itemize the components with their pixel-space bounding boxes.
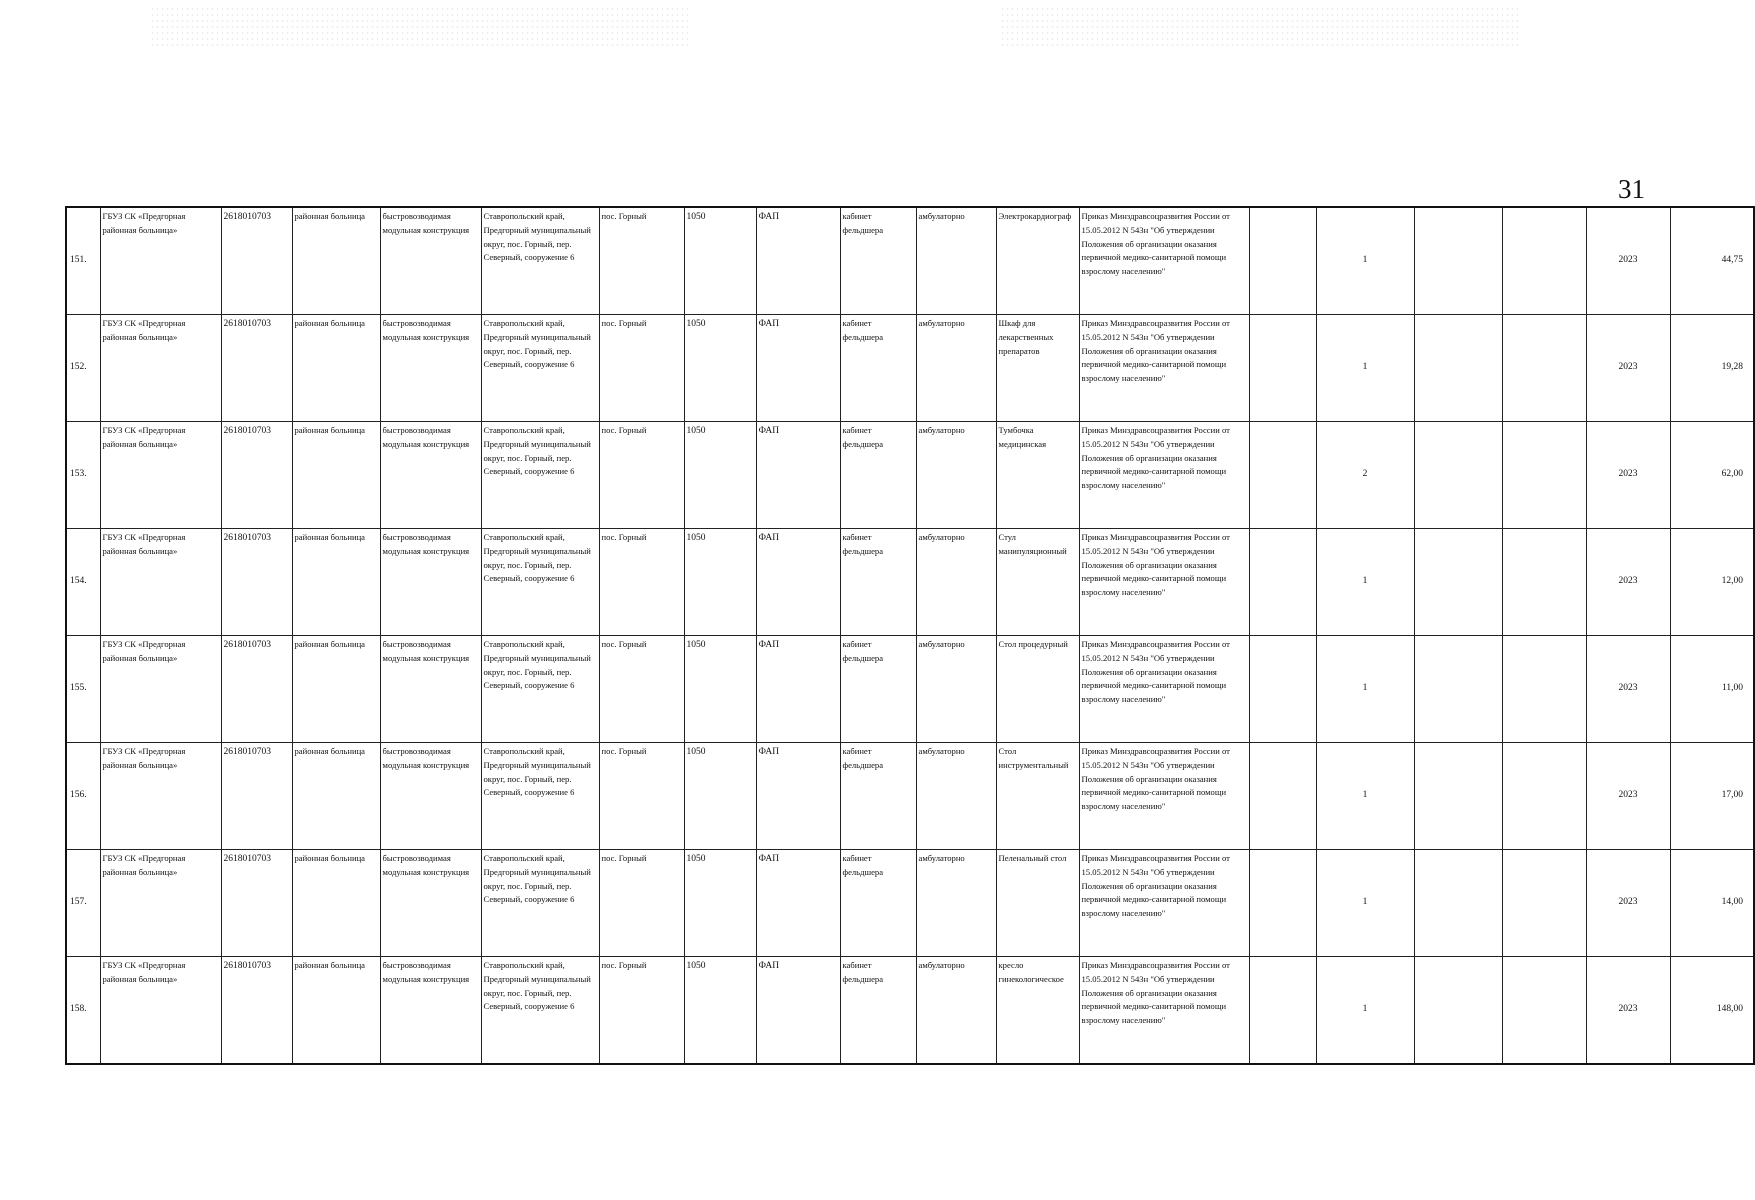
settlement-cell: пос. Горный [599,529,684,636]
organization-cell: ГБУЗ СК «Предгорная районная больница» [100,957,221,1065]
facility-type-cell: районная больница [292,743,380,850]
organization-cell: ГБУЗ СК «Предгорная районная больница» [100,743,221,850]
index-cell: 1050 [684,315,756,422]
organization-cell: ГБУЗ СК «Предгорная районная больница» [100,422,221,529]
row-number: 156. [66,743,100,850]
empty-cell [1249,743,1316,850]
order-cell: Приказ Минздравсоцразвития России от 15.05.2012 N 543н "Об утверждении Положения об организации оказания первичной медико-санитарной помощи взрослому населению" [1079,315,1249,422]
unit-cell: ФАП [756,207,840,315]
price-cell: 44,75 [1670,207,1754,315]
unit-cell: ФАП [756,315,840,422]
empty-cell [1502,743,1586,850]
care-type-cell: амбулаторно [916,636,996,743]
construction-cell: быстровозводимая модульная конструкция [380,957,481,1065]
settlement-cell: пос. Горный [599,315,684,422]
organization-cell: ГБУЗ СК «Предгорная районная больница» [100,529,221,636]
equipment-cell: Стол процедурный [996,636,1079,743]
quantity-cell: 1 [1316,636,1414,743]
settlement-cell: пос. Горный [599,743,684,850]
care-type-cell: амбулаторно [916,529,996,636]
empty-cell [1414,422,1502,529]
quantity-cell: 1 [1316,743,1414,850]
empty-cell [1249,850,1316,957]
year-cell: 2023 [1586,743,1670,850]
code-cell: 2618010703 [221,529,292,636]
room-cell: кабинет фельдшера [840,850,916,957]
code-cell: 2618010703 [221,850,292,957]
facility-type-cell: районная больница [292,315,380,422]
facility-type-cell: районная больница [292,636,380,743]
quantity-cell: 1 [1316,957,1414,1065]
organization-cell: ГБУЗ СК «Предгорная районная больница» [100,207,221,315]
order-cell: Приказ Минздравсоцразвития России от 15.05.2012 N 543н "Об утверждении Положения об организации оказания первичной медико-санитарной помощи взрослому населению" [1079,207,1249,315]
price-cell: 17,00 [1670,743,1754,850]
address-cell: Ставропольский край, Предгорный муниципальный округ, пос. Горный, пер. Северный, сооружение 6 [481,207,599,315]
empty-cell [1414,850,1502,957]
organization-cell: ГБУЗ СК «Предгорная районная больница» [100,850,221,957]
empty-cell [1249,207,1316,315]
equipment-cell: кресло гинекологическое [996,957,1079,1065]
empty-cell [1249,957,1316,1065]
scan-noise-left [150,6,690,46]
empty-cell [1414,315,1502,422]
room-cell: кабинет фельдшера [840,315,916,422]
table-row [66,850,1754,957]
table-row [66,207,1754,315]
unit-cell: ФАП [756,422,840,529]
facility-type-cell: районная больница [292,529,380,636]
care-type-cell: амбулаторно [916,743,996,850]
table-row [66,529,1754,636]
empty-cell [1414,207,1502,315]
row-number: 155. [66,636,100,743]
empty-cell [1249,636,1316,743]
unit-cell: ФАП [756,636,840,743]
construction-cell: быстровозводимая модульная конструкция [380,207,481,315]
empty-cell [1414,957,1502,1065]
empty-cell [1502,422,1586,529]
row-number: 152. [66,315,100,422]
row-number: 158. [66,957,100,1065]
year-cell: 2023 [1586,636,1670,743]
settlement-cell: пос. Горный [599,850,684,957]
equipment-cell: Пеленальный стол [996,850,1079,957]
quantity-cell: 1 [1316,529,1414,636]
unit-cell: ФАП [756,529,840,636]
price-cell: 148,00 [1670,957,1754,1065]
code-cell: 2618010703 [221,636,292,743]
care-type-cell: амбулаторно [916,957,996,1065]
table-row [66,315,1754,422]
code-cell: 2618010703 [221,422,292,529]
facility-type-cell: районная больница [292,422,380,529]
organization-cell: ГБУЗ СК «Предгорная районная больница» [100,315,221,422]
row-number: 157. [66,850,100,957]
care-type-cell: амбулаторно [916,207,996,315]
code-cell: 2618010703 [221,743,292,850]
quantity-cell: 2 [1316,422,1414,529]
room-cell: кабинет фельдшера [840,743,916,850]
empty-cell [1502,636,1586,743]
quantity-cell: 1 [1316,850,1414,957]
construction-cell: быстровозводимая модульная конструкция [380,743,481,850]
index-cell: 1050 [684,207,756,315]
address-cell: Ставропольский край, Предгорный муниципальный округ, пос. Горный, пер. Северный, сооружение 6 [481,636,599,743]
index-cell: 1050 [684,636,756,743]
price-cell: 11,00 [1670,636,1754,743]
room-cell: кабинет фельдшера [840,422,916,529]
empty-cell [1502,315,1586,422]
order-cell: Приказ Минздравсоцразвития России от 15.05.2012 N 543н "Об утверждении Положения об организации оказания первичной медико-санитарной помощи взрослому населению" [1079,743,1249,850]
table-row [66,957,1754,1065]
empty-cell [1502,957,1586,1065]
quantity-cell: 1 [1316,315,1414,422]
care-type-cell: амбулаторно [916,850,996,957]
row-number: 153. [66,422,100,529]
care-type-cell: амбулаторно [916,422,996,529]
construction-cell: быстровозводимая модульная конструкция [380,850,481,957]
room-cell: кабинет фельдшера [840,957,916,1065]
empty-cell [1414,529,1502,636]
code-cell: 2618010703 [221,315,292,422]
empty-cell [1414,743,1502,850]
room-cell: кабинет фельдшера [840,529,916,636]
year-cell: 2023 [1586,422,1670,529]
year-cell: 2023 [1586,850,1670,957]
unit-cell: ФАП [756,850,840,957]
address-cell: Ставропольский край, Предгорный муниципальный округ, пос. Горный, пер. Северный, сооружение 6 [481,315,599,422]
order-cell: Приказ Минздравсоцразвития России от 15.05.2012 N 543н "Об утверждении Положения об организации оказания первичной медико-санитарной помощи взрослому населению" [1079,529,1249,636]
organization-cell: ГБУЗ СК «Предгорная районная больница» [100,636,221,743]
address-cell: Ставропольский край, Предгорный муниципальный округ, пос. Горный, пер. Северный, сооружение 6 [481,743,599,850]
address-cell: Ставропольский край, Предгорный муниципальный округ, пос. Горный, пер. Северный, сооружение 6 [481,422,599,529]
year-cell: 2023 [1586,957,1670,1065]
settlement-cell: пос. Горный [599,207,684,315]
facility-type-cell: районная больница [292,850,380,957]
room-cell: кабинет фельдшера [840,207,916,315]
price-cell: 62,00 [1670,422,1754,529]
unit-cell: ФАП [756,743,840,850]
page-number: 31 [1618,174,1645,204]
empty-cell [1502,850,1586,957]
table-row [66,743,1754,850]
facility-type-cell: районная больница [292,957,380,1065]
index-cell: 1050 [684,850,756,957]
equipment-cell: Тумбочка медицинская [996,422,1079,529]
order-cell: Приказ Минздравсоцразвития России от 15.05.2012 N 543н "Об утверждении Положения об организации оказания первичной медико-санитарной помощи взрослому населению" [1079,422,1249,529]
facility-type-cell: районная больница [292,207,380,315]
empty-cell [1249,422,1316,529]
empty-cell [1249,315,1316,422]
address-cell: Ставропольский край, Предгорный муниципальный округ, пос. Горный, пер. Северный, сооружение 6 [481,529,599,636]
row-number: 151. [66,207,100,315]
equipment-cell: Стул манипуляционный [996,529,1079,636]
construction-cell: быстровозводимая модульная конструкция [380,315,481,422]
scan-noise-right [1000,6,1520,46]
construction-cell: быстровозводимая модульная конструкция [380,529,481,636]
empty-cell [1249,529,1316,636]
price-cell: 14,00 [1670,850,1754,957]
empty-cell [1414,636,1502,743]
room-cell: кабинет фельдшера [840,636,916,743]
year-cell: 2023 [1586,529,1670,636]
price-cell: 12,00 [1670,529,1754,636]
equipment-cell: Шкаф для лекарственных препаратов [996,315,1079,422]
table-row [66,636,1754,743]
address-cell: Ставропольский край, Предгорный муниципальный округ, пос. Горный, пер. Северный, сооружение 6 [481,957,599,1065]
care-type-cell: амбулаторно [916,315,996,422]
row-number: 154. [66,529,100,636]
table-row [66,422,1754,529]
equipment-cell: Электрокардиограф [996,207,1079,315]
code-cell: 2618010703 [221,957,292,1065]
construction-cell: быстровозводимая модульная конструкция [380,636,481,743]
order-cell: Приказ Минздравсоцразвития России от 15.05.2012 N 543н "Об утверждении Положения об организации оказания первичной медико-санитарной помощи взрослому населению" [1079,850,1249,957]
index-cell: 1050 [684,422,756,529]
empty-cell [1502,207,1586,315]
code-cell: 2618010703 [221,207,292,315]
equipment-cell: Стол инструментальный [996,743,1079,850]
empty-cell [1502,529,1586,636]
price-cell: 19,28 [1670,315,1754,422]
order-cell: Приказ Минздравсоцразвития России от 15.05.2012 N 543н "Об утверждении Положения об организации оказания первичной медико-санитарной помощи взрослому населению" [1079,957,1249,1065]
unit-cell: ФАП [756,957,840,1065]
settlement-cell: пос. Горный [599,957,684,1065]
quantity-cell: 1 [1316,207,1414,315]
construction-cell: быстровозводимая модульная конструкция [380,422,481,529]
settlement-cell: пос. Горный [599,422,684,529]
year-cell: 2023 [1586,315,1670,422]
settlement-cell: пос. Горный [599,636,684,743]
address-cell: Ставропольский край, Предгорный муниципальный округ, пос. Горный, пер. Северный, сооружение 6 [481,850,599,957]
index-cell: 1050 [684,957,756,1065]
order-cell: Приказ Минздравсоцразвития России от 15.05.2012 N 543н "Об утверждении Положения об организации оказания первичной медико-санитарной помощи взрослому населению" [1079,636,1249,743]
year-cell: 2023 [1586,207,1670,315]
table-body [66,207,1754,1064]
index-cell: 1050 [684,529,756,636]
equipment-table [65,206,1755,1065]
index-cell: 1050 [684,743,756,850]
